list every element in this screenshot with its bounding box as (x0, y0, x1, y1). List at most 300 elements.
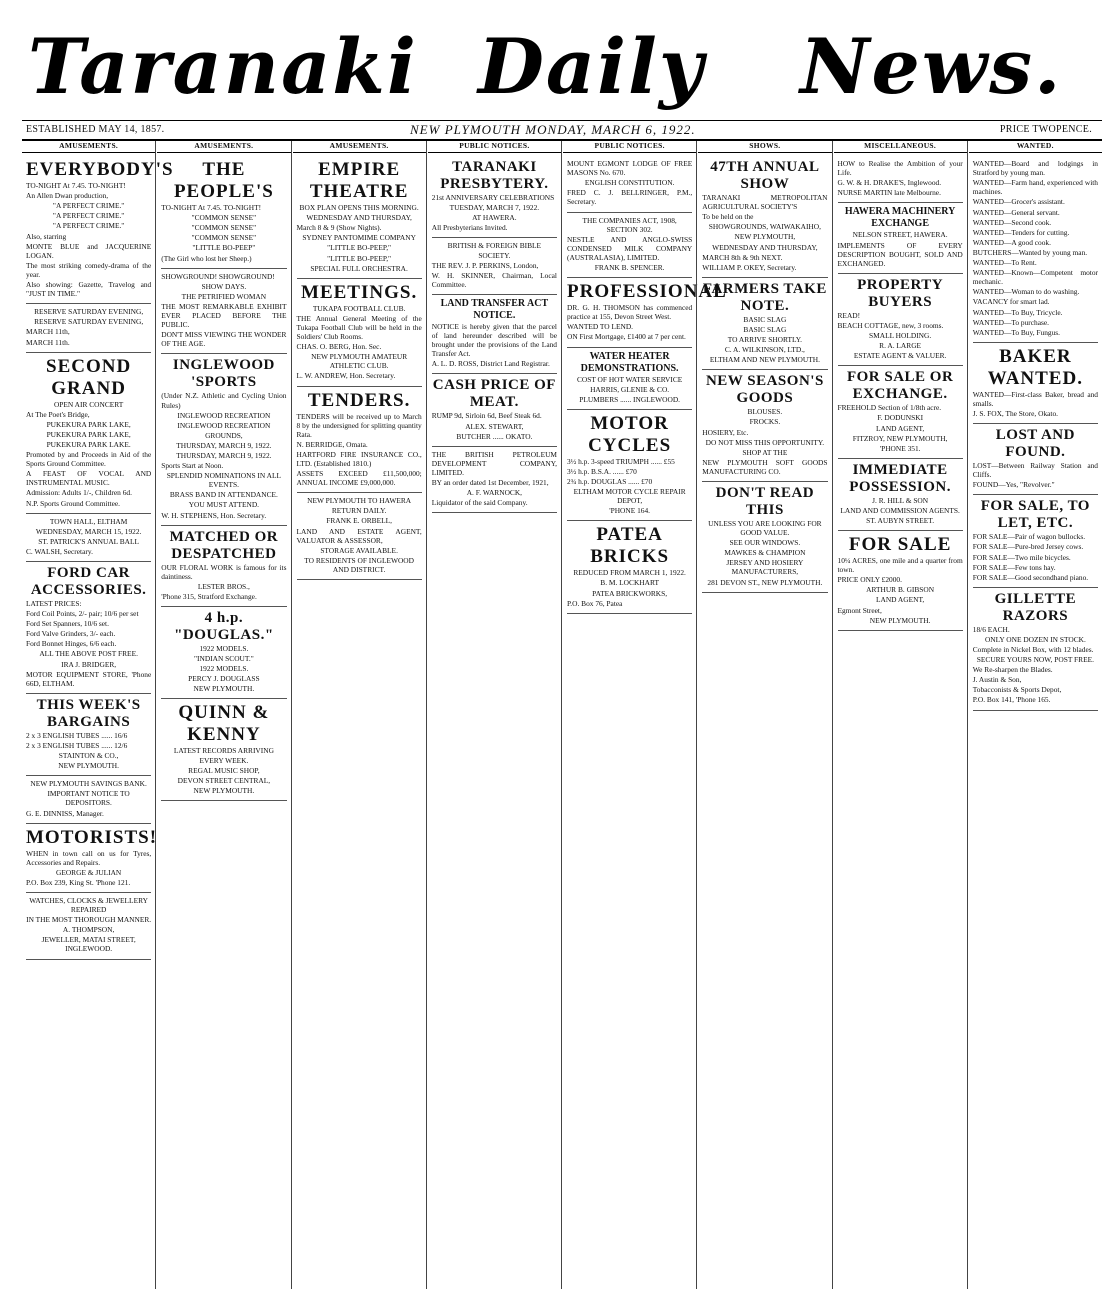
ad-line: FOR SALE—Two mile bicycles. (972, 552, 1071, 562)
ad-line: JERSEY AND HOSIERY MANUFACTURERS, (726, 558, 804, 577)
ad-line: WILLIAM P. OKEY, Secretary. (702, 262, 797, 272)
advertisement (297, 279, 422, 387)
advertisement (567, 348, 692, 410)
ad-line: ESTATE AGENT & VALUER. (853, 351, 947, 361)
ad-title: MATCHED OR DESPATCHED (169, 528, 279, 562)
ad-line: NEW PLYMOUTH SAVINGS BANK. (30, 779, 147, 789)
ad-line: FITZROY, NEW PLYMOUTH, (852, 433, 948, 443)
ad-line: BUTCHERS—Wanted by young man. (972, 247, 1088, 257)
ad-line: A. THOMPSON, (62, 925, 115, 935)
ad-title: PROFESSIONAL (567, 281, 727, 303)
ad-title: LAND TRANSFER ACT NOTICE. (440, 297, 549, 321)
ad-line: STORAGE AVAILABLE. (320, 545, 398, 555)
ad-title: TARANAKI PRESBYTERY. (440, 159, 549, 193)
ad-line: A FEAST OF VOCAL AND INSTRUMENTAL MUSIC. (26, 469, 152, 488)
column-header: PUBLIC NOTICES. (428, 141, 561, 153)
masthead-title-part2: Daily (478, 22, 706, 111)
ad-line: 'Phone 315, Stratford Exchange. (161, 591, 257, 601)
ad-line: TO ARRIVE SHORTLY. (727, 335, 803, 345)
ad-line: ST. AUBYN STREET. (866, 515, 935, 525)
ad-line: 1922 MODELS. (199, 664, 249, 674)
ad-line: ALL THE ABOVE POST FREE. (39, 649, 138, 659)
dateline (22, 122, 1102, 138)
ad-line: FOR SALE—Good secondhand piano. (972, 572, 1089, 582)
advertisement (567, 410, 692, 522)
ad-line: DR. G. H. THOMSON has commenced practice at 155, Devon Street West. (567, 303, 693, 322)
ad-line: WANTED—Tenders for cutting. (972, 227, 1070, 237)
column-header: SHOWS. (698, 141, 831, 153)
advertisement (432, 295, 557, 374)
ad-title: DON'T READ THIS (715, 484, 815, 518)
column-1 (22, 141, 174, 1289)
advertisement (838, 459, 963, 531)
ad-line: IN THE MOST THOROUGH MANNER. (26, 915, 152, 925)
ad-line: READ! (837, 310, 861, 320)
ad-line: March 8 & 9 (Show Nights). (296, 223, 382, 233)
ad-title: FOR SALE (848, 534, 952, 556)
ad-line: GROUNDS, (205, 430, 243, 440)
ad-line: Admission: Adults 1/-, Children 6d. (26, 488, 132, 498)
ad-line: ALEX. STEWART, (465, 421, 524, 431)
ad-title: PATEA BRICKS (590, 524, 670, 568)
advertisement (161, 354, 286, 525)
ad-line: COST OF HOT WATER SERVICE (576, 374, 683, 384)
ad-line: Complete in Nickel Box, with 12 blades. (972, 645, 1094, 654)
ad-line: "LITTLE BO-PEEP," (327, 243, 392, 253)
advertisement (161, 269, 286, 355)
ad-title: FORD CAR ACCESSORIES. (30, 565, 147, 598)
newspaper-columns (22, 141, 1104, 1291)
ad-line: RETURN DAILY. (331, 506, 387, 516)
ad-line: "LITTLE BO-PEEP" (192, 243, 256, 253)
ad-line: THE REV. J. P. PERKINS, London, (431, 260, 539, 270)
ad-line: WANTED—A good cook. (972, 237, 1051, 247)
ad-line: Promoted by and Proceeds in Aid of the Sports Ground Committee. (26, 450, 152, 469)
ad-line: WANTED TO LEND. (567, 322, 634, 332)
advertisement (161, 156, 286, 269)
ad-line: Liquidator of the said Company. (431, 498, 528, 508)
column-header: PUBLIC NOTICES. (563, 141, 696, 153)
column-divider (561, 141, 562, 1289)
advertisement (432, 238, 557, 294)
ad-line: 3½ h.p. B.S.A. ...... £70 (567, 466, 637, 476)
ad-line: WANTED—To Buy, Fungus. (972, 327, 1061, 337)
ad-line: P.O. Box 76, Patea (567, 598, 623, 608)
ad-line: NEW PLYMOUTH. (193, 785, 255, 795)
ad-line: WATCHES, CLOCKS & JEWELLERY REPAIRED (29, 895, 148, 915)
ad-line: A. L. D. ROSS, District Land Registrar. (431, 359, 550, 369)
ad-line: PUKEKURA PARK LAKE, (46, 419, 131, 429)
ad-line: Sports Start at Noon. (161, 461, 224, 471)
masthead (0, 0, 1114, 120)
ad-line: 281 DEVON ST., NEW PLYMOUTH. (707, 577, 823, 587)
ad-line: FOUND—Yes, "Revolver." (972, 480, 1055, 490)
ad-line: UNLESS YOU ARE LOOKING FOR GOOD VALUE. (708, 518, 822, 538)
advertisement (26, 156, 174, 304)
advertisement (161, 607, 286, 699)
ad-line: SPLENDID NOMINATIONS IN ALL EVENTS. (166, 471, 282, 490)
column-header: AMUSEMENTS. (293, 141, 426, 153)
ad-line: LAND AGENT, (875, 595, 925, 605)
advertisement (838, 366, 963, 458)
ad-line: 'PHONE 351. (879, 443, 921, 453)
ad-line: 1922 MODELS. (199, 644, 249, 653)
column-divider (967, 141, 968, 1289)
ad-line: MONTE BLUE and JACQUERINE LOGAN. (26, 241, 152, 260)
ad-line: N.P. Sports Ground Committee. (26, 498, 121, 508)
ad-line: Ford Valve Grinders, 3/- each. (26, 629, 116, 639)
advertisement (838, 274, 963, 366)
advertisement (567, 156, 692, 212)
column-2 (157, 141, 290, 1289)
ad-line: THE MOST REMARKABLE EXHIBIT EVER PLACED BEFORE THE PUBLIC. (161, 301, 287, 330)
ad-line: LAND AND ESTATE AGENT, VALUATOR & ASSESSOR, (296, 526, 422, 545)
ad-line: SMALL HOLDING. (869, 331, 932, 341)
ad-title: IMMEDIATE POSSESSION. (849, 461, 952, 495)
ad-line: LOST—Between Railway Station and Cliffs. (972, 461, 1098, 480)
ad-line: PUKEKURA PARK LAKE, (46, 429, 131, 439)
advertisement (26, 562, 151, 694)
ad-line: ENGLISH CONSTITUTION. (584, 178, 675, 188)
ad-line: C. A. WILKINSON, LTD., (724, 345, 805, 355)
ad-title: MOTOR CYCLES (588, 412, 672, 456)
ad-line: WANTED—To Buy, Tricycle. (972, 307, 1063, 317)
ad-line: TUESDAY, MARCH 7, 1922. (449, 203, 540, 213)
ad-line: FRANK B. SPENCER. (594, 263, 665, 273)
ad-title: FOR SALE OR EXCHANGE. (846, 369, 954, 403)
ad-title: MEETINGS. (301, 281, 418, 303)
ad-line: BUTCHER ...... OKATO. (456, 431, 533, 441)
ad-line: WHEN in town call on us for Tyres, Accessories and Repairs. (26, 848, 152, 867)
ad-line: TENDERS will be received up to March 8 by the undersigned for splitting quantity Rata. (296, 411, 422, 439)
ad-line: BEACH COTTAGE, new, 3 rooms. (837, 320, 944, 330)
ad-line: BOX PLAN OPENS THIS MORNING. (299, 203, 419, 213)
ad-line: MOTOR EQUIPMENT STORE, 'Phone 66D, ELTHAM. (26, 669, 152, 688)
ad-line: FOR SALE—Pair of wagon bullocks. (972, 532, 1086, 542)
ad-line: LESTER BROS., (197, 581, 250, 591)
ad-line: Tobacconists & Sports Depot, (972, 685, 1062, 695)
ad-line: RUMP 9d, Sirloin 6d, Beef Steak 6d. (431, 411, 542, 421)
ad-line: Egmont Street, (837, 605, 882, 615)
advertisement (161, 699, 286, 800)
column-divider (291, 141, 292, 1289)
column-3 (293, 141, 426, 1289)
ad-line: "A PERFECT CRIME." (52, 221, 125, 231)
ad-title: MOTORISTS! (26, 826, 158, 848)
column-divider (696, 141, 697, 1289)
ad-line: NEW PLYMOUTH. (869, 615, 931, 625)
ad-line: FOR SALE—Few tons hay. (972, 562, 1056, 572)
ad-line: NEW PLYMOUTH AMATEUR ATHLETIC CLUB. (311, 352, 408, 371)
ad-line: FROCKS. (749, 417, 781, 427)
advertisement (702, 278, 827, 370)
ad-title: EMPIRE THEATRE (309, 159, 409, 203)
ad-line: THE Annual General Meeting of the Tukapa Football Club will be held in the Soldiers' Club Rooms. (296, 313, 422, 342)
ad-line: NURSE MARTIN late Melbourne. (837, 188, 941, 198)
ad-line: FREEHOLD Section of 1/8th acre. (837, 403, 942, 413)
ad-line: NEW PLYMOUTH. (193, 684, 255, 694)
ad-line: VACANCY for smart lad. (972, 297, 1050, 307)
ad-line: ARTHUR B. GIBSON (866, 585, 935, 595)
ad-line: NEW PLYMOUTH. (58, 761, 119, 771)
ad-line: FRED C. J. BELLRINGER, P.M., Secretary. (567, 188, 693, 207)
column-4 (428, 141, 561, 1289)
advertisement (432, 374, 557, 446)
column-7 (834, 141, 967, 1289)
advertisement (432, 447, 557, 514)
ad-line: B. M. LOCKHART (600, 578, 659, 588)
ad-title: FOR SALE, TO LET, ETC. (980, 498, 1090, 532)
ad-line: WANTED—To purchase. (972, 317, 1049, 327)
advertisement (973, 343, 1098, 424)
ad-line: HOSIERY, Etc. (702, 427, 749, 437)
ad-line: PUKEKURA PARK LAKE. (46, 439, 131, 449)
ad-title: FARMERS TAKE NOTE. (702, 280, 827, 314)
advertisement (432, 156, 557, 238)
ad-title: PROPERTY BUYERS (857, 276, 944, 310)
ad-line: REDUCED FROM MARCH 1, 1922. (573, 568, 686, 578)
ad-line: TOWN HALL, ELTHAM (49, 516, 128, 526)
ad-line: A. F. WARNOCK, (466, 488, 523, 498)
advertisement (161, 526, 286, 607)
ad-line: ST. PATRICK'S ANNUAL BALL (38, 536, 140, 546)
issue-date: NEW PLYMOUTH MONDAY, MARCH 6, 1922. (410, 122, 696, 137)
ad-line: 'PHONE 164. (609, 506, 650, 516)
ad-line: "COMMON SENSE" (191, 213, 257, 223)
ad-line: MARCH 11th, (26, 327, 70, 337)
ad-line: FRANK E. ORBELL, (326, 516, 392, 526)
ad-line: BRASS BAND IN ATTENDANCE. (169, 490, 278, 500)
ad-line: All Presbyterians Invited. (431, 223, 508, 233)
ad-line: 2 x 3 ENGLISH TUBES ...... 12/6 (26, 740, 128, 750)
ad-line: SEE OUR WINDOWS. (729, 538, 801, 548)
ad-line: WEDNESDAY, MARCH 15, 1922. (35, 526, 142, 536)
ad-title: NEW SEASON'S GOODS (705, 373, 824, 407)
advertisement (567, 521, 692, 613)
ad-line: LATEST PRICES: (26, 599, 82, 608)
ad-line: TO-NIGHT At 7.45. TO-NIGHT! (26, 181, 126, 191)
advertisement (973, 156, 1098, 343)
ad-line: CHAS. O. BERG, Hon. Sec. (296, 342, 382, 352)
masthead-title-part1: Taranaki (28, 22, 418, 111)
advertisement (26, 694, 151, 776)
ad-line: J. R. HILL & SON (872, 495, 929, 505)
ad-line: INGLEWOOD RECREATION (177, 420, 271, 430)
ad-line: WANTED—Second cook. (972, 217, 1052, 227)
ad-line: THE BRITISH PETROLEUM DEVELOPMENT COMPANY, LIMITED. (431, 449, 557, 477)
ad-line: MOUNT EGMONT LODGE OF FREE MASONS No. 670. (567, 159, 693, 178)
ad-line: TUKAPA FOOTBALL CLUB. (312, 303, 406, 313)
column-8 (969, 141, 1102, 1289)
ad-line: SYDNEY PANTOMIME COMPANY (302, 233, 416, 243)
ad-title: THIS WEEK'S BARGAINS (36, 696, 141, 730)
ad-line: AT HAWERA. (472, 213, 517, 223)
ad-line: HOW to Realise the Ambition of your Life. (837, 159, 963, 178)
ad-line: GEORGE & JULIAN (55, 867, 122, 877)
ad-line: L. W. ANDREW, Hon. Secretary. (296, 371, 396, 381)
advertisement (838, 203, 963, 273)
established-text: ESTABLISHED MAY 14, 1857. (26, 124, 165, 135)
ad-line: Also showing: Gazette, Travelog and "JUST IN TIME." (26, 280, 152, 299)
ad-line: STAINTON & CO., (58, 751, 119, 761)
ad-line: BASIC SLAG (743, 314, 787, 324)
advertisement (567, 213, 692, 279)
ad-line: PRICE ONLY £2000. (837, 575, 902, 585)
column-header: AMUSEMENTS. (22, 141, 155, 153)
ad-line: SECURE YOURS NOW, POST FREE. (976, 655, 1094, 665)
ad-line: YOU MUST ATTEND. (188, 500, 260, 510)
ad-line: DON'T MISS VIEWING THE WONDER OF THE AGE. (161, 330, 287, 349)
ad-line: Ford Set Spanners, 10/6 set. (26, 619, 109, 629)
ad-line: J. S. FOX, The Store, Okato. (972, 408, 1059, 418)
advertisement (26, 893, 151, 960)
ad-line: JEWELLER, MATAI STREET, INGLEWOOD. (41, 935, 136, 954)
price-text: PRICE TWOPENCE. (999, 124, 1092, 135)
ad-line: IMPORTANT NOTICE TO DEPOSITORS. (47, 789, 130, 808)
column-header: AMUSEMENTS. (157, 141, 290, 153)
ad-line: WANTED—General servant. (972, 207, 1060, 217)
ad-line: THE PETRIFIED WOMAN (181, 291, 267, 301)
ad-title: INGLEWOOD 'SPORTS (172, 357, 275, 391)
ad-title: TENDERS. (307, 389, 411, 411)
ad-line: DEVON STREET CENTRAL, (177, 775, 271, 785)
ad-line: "A PERFECT CRIME." (52, 201, 125, 211)
advertisement (702, 482, 827, 593)
ad-line: "COMMON SENSE" (191, 233, 257, 243)
ad-line: SHOWGROUNDS, WAIWAKAIHO, (708, 222, 821, 232)
advertisement (297, 493, 422, 580)
ad-line: IRA J. BRIDGER, (61, 659, 117, 669)
ad-line: At The Poet's Bridge, (26, 409, 90, 419)
ad-title: 4 h.p. "DOUGLAS." (174, 610, 274, 643)
ad-line: WEDNESDAY AND THURSDAY, (306, 213, 412, 223)
ad-line: TARANAKI METROPOLITAN AGRICULTURAL SOCIETY'S (702, 193, 828, 212)
ad-line: LAND AND COMMISSION AGENTS. (840, 505, 960, 515)
column-divider (155, 141, 156, 1289)
ad-line: ELTHAM AND NEW PLYMOUTH. (709, 355, 820, 365)
advertisement (567, 278, 727, 347)
ad-line: SPECIAL FULL ORCHESTRA. (310, 263, 408, 273)
ad-line: HARTFORD FIRE INSURANCE CO., LTD. (Established 1810.) (296, 449, 422, 468)
ad-line: ASSETS EXCEED £11,500,000; ANNUAL INCOME £9,000,000. (296, 469, 422, 488)
advertisement (26, 824, 158, 893)
advertisement (297, 156, 422, 279)
advertisement (26, 776, 151, 823)
ad-line: Ford Coil Points, 2/- pair; 10/6 per set (26, 609, 139, 619)
ad-line: INGLEWOOD RECREATION (177, 410, 271, 420)
ad-line: G. W. & H. DRAKE'S, Inglewood. (837, 178, 942, 188)
ad-title: SECOND GRAND (46, 355, 132, 399)
ad-line: WANTED—Known—Competent motor mechanic. (972, 268, 1098, 287)
ad-line: WANTED—Woman to do washing. (972, 287, 1080, 297)
ad-line: Also, starring (26, 231, 67, 241)
ad-line: NEW PLYMOUTH TO HAWERA (307, 496, 412, 506)
ad-line: 18/6 EACH. (972, 624, 1010, 634)
ad-line: RESERVE SATURDAY EVENING, (34, 307, 144, 317)
advertisement (973, 424, 1098, 495)
ad-line: DO NOT MISS THIS OPPORTUNITY. (705, 437, 825, 447)
ad-title: 47TH ANNUAL SHOW (710, 159, 820, 193)
ad-line: FOR SALE—Pure-bred Jersey cows. (972, 542, 1084, 552)
advertisement (297, 387, 422, 494)
ad-line: WANTED—Grocer's assistant. (972, 197, 1065, 207)
ad-line: NEW PLYMOUTH, (734, 232, 796, 242)
ad-title: THE PEOPLE'S (173, 159, 274, 203)
ad-line: P.O. Box 239, King St. 'Phone 121. (26, 877, 131, 887)
advertisement (973, 495, 1098, 587)
ad-title: BAKER WANTED. (987, 345, 1083, 389)
masthead-title-part3: News. (800, 22, 1063, 111)
ad-line: BRITISH & FOREIGN BIBLE SOCIETY. (447, 241, 542, 260)
ad-line: To be held on the (702, 212, 754, 222)
ad-line: 10¼ ACRES, one mile and a quarter from town. (837, 556, 963, 575)
ad-line: BY an order dated 1st December, 1921, (431, 477, 549, 487)
ad-line: SHOP AT THE (742, 447, 788, 457)
ad-line: WANTED—First-class Baker, bread and smalls. (972, 389, 1098, 408)
ad-line: TO RESIDENTS OF INGLEWOOD AND DISTRICT. (304, 555, 414, 574)
ad-line: J. Austin & Son, (972, 675, 1022, 685)
ad-line: NEW PLYMOUTH SOFT GOODS MANUFACTURING CO. (702, 457, 828, 476)
ad-line: P.O. Box 141, 'Phone 165. (972, 695, 1051, 705)
advertisement (838, 156, 963, 203)
masthead-rule-top (22, 120, 1102, 121)
ad-line: PERCY J. DOUGLASS (188, 674, 260, 684)
ad-line: We Re-sharpen the Blades. (972, 665, 1053, 675)
advertisement (702, 370, 827, 482)
ad-line: 3½ h.p. 3-speed TRIUMPH ...... £55 (567, 456, 675, 466)
ad-line: THE COMPANIES ACT, 1908, SECTION 302. (582, 215, 677, 234)
ad-line: HARRIS, GLENIE & CO. (590, 384, 670, 394)
ad-line: WANTED—Board and lodgings in Stratford by young man. (972, 159, 1098, 178)
ad-line: WEDNESDAY AND THURSDAY, (712, 242, 818, 252)
ad-line: W. H. STEPHENS, Hon. Secretary. (161, 510, 267, 520)
ad-line: MARCH 8th & 9th NEXT. (702, 252, 783, 262)
ad-line: IMPLEMENTS OF EVERY DESCRIPTION BOUGHT, SOLD AND EXCHANGED. (837, 240, 963, 268)
ad-line: REGAL MUSIC SHOP, (188, 765, 260, 775)
ad-line: 2 x 3 ENGLISH TUBES ...... 16/6 (26, 730, 128, 740)
ad-line: N. BERRIDGE, Omata. (296, 439, 368, 449)
ad-line: BASIC SLAG (743, 324, 787, 334)
ad-line: MARCH 11th. (26, 337, 70, 347)
ad-line: "COMMON SENSE" (191, 223, 257, 233)
advertisement (26, 514, 151, 562)
ad-title: QUINN & KENNY (178, 702, 270, 746)
advertisement (838, 531, 963, 631)
ad-line: PLUMBERS ...... INGLEWOOD. (579, 394, 681, 404)
column-divider (832, 141, 833, 1289)
ad-title: WATER HEATER DEMONSTRATIONS. (580, 350, 679, 374)
ad-line: W. H. SKINNER, Chairman, Local Committee. (431, 270, 557, 289)
ad-line: R. A. LARGE (879, 341, 922, 351)
ad-line: NELSON STREET, HAWERA. (852, 230, 948, 240)
ad-line: PATEA BRICKWORKS, (592, 588, 668, 598)
column-header: MISCELLANEOUS. (834, 141, 967, 153)
ad-title: GILLETTE RAZORS (994, 590, 1077, 624)
ad-title: HAWERA MACHINERY EXCHANGE (844, 206, 956, 230)
advertisement (973, 588, 1098, 711)
ad-line: NESTLE AND ANGLO-SWISS CONDENSED MILK COMPANY (AUSTRALASIA), LIMITED. (567, 234, 693, 262)
advertisement (26, 353, 151, 514)
ad-line: TO-NIGHT At 7.45. TO-NIGHT! (161, 203, 262, 213)
ad-line: NOTICE is hereby given that the parcel of land hereunder described will be brought under the provisions of the Land Transfer Act. (431, 321, 557, 359)
ad-line: (Under N.Z. Athletic and Cycling Union Rules) (161, 391, 287, 410)
ad-line: SHOW DAYS. (201, 281, 247, 291)
ad-line: ON First Mortgage, £1400 at 7 per cent. (567, 332, 686, 342)
ad-title: EVERYBODY'S (26, 159, 174, 181)
column-header: WANTED. (969, 141, 1102, 153)
ad-line: OPEN AIR CONCERT (53, 399, 124, 409)
ad-line: WANTED—To Rent. (972, 258, 1037, 268)
